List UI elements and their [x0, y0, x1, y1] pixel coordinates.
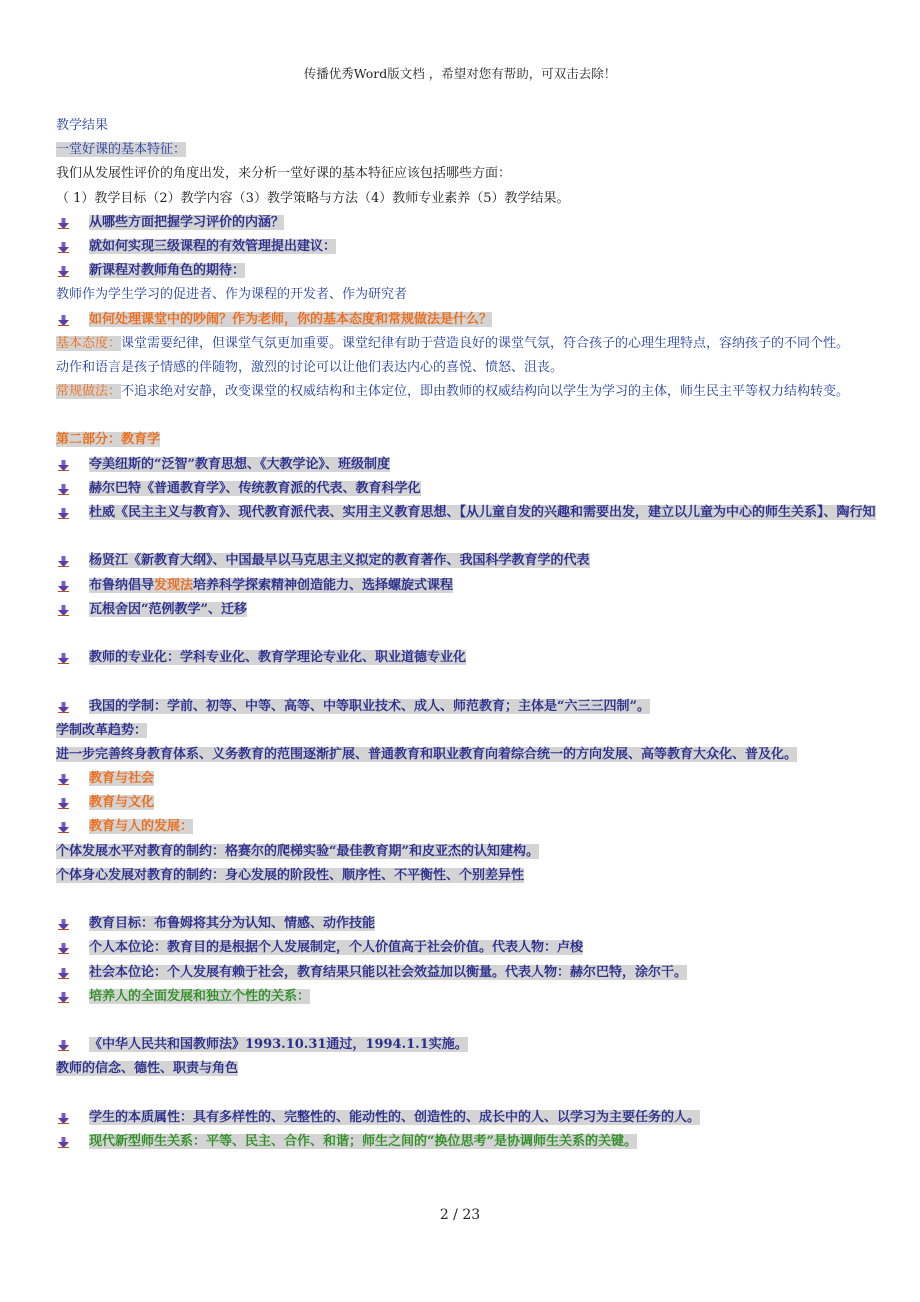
- list-item: [56, 1106, 906, 1130]
- arrow-down-bullet-icon: [58, 556, 69, 567]
- arrow-down-bullet-icon: [58, 508, 69, 519]
- bullet-text: 教育与文化: [89, 795, 155, 811]
- paragraph: 个体发展水平对教育的制约：格赛尔的爬梯实验“最佳教育期”和皮亚杰的认知建构。: [56, 843, 539, 859]
- practice-paragraph: [56, 380, 906, 404]
- practice-label: 常规做法：: [56, 384, 122, 400]
- arrow-down-bullet-icon: [58, 943, 69, 954]
- list-item: [56, 985, 906, 1009]
- attitude-label: 基本态度：: [56, 335, 122, 351]
- list-item: [56, 912, 906, 936]
- bullet-text: 新课程对教师角色的期待：: [89, 263, 246, 279]
- arrow-down-bullet-icon: [58, 315, 69, 326]
- list-item: [56, 308, 906, 332]
- bullet-text: 布鲁纳倡导: [89, 577, 155, 593]
- bullet-text: 就如何实现三级课程的有效管理提出建议：: [89, 238, 337, 254]
- bullet-text: 培养科学探索精神创造能力、选择螺旋式课程: [193, 577, 454, 593]
- bullet-text: 从哪些方面把握学习评价的内涵？: [89, 214, 285, 230]
- list-item: [56, 961, 906, 985]
- arrow-down-bullet-icon: [58, 653, 69, 664]
- paragraph: 个体身心发展对教育的制约：身心发展的阶段性、顺序性、不平衡性、个别差异性: [56, 867, 525, 883]
- list-item: [56, 211, 906, 235]
- practice-text: 不追求绝对安静，改变课堂的权威结构和主体定位，即由教师的权威结构向以学生为学习的主体，师生民主平等权力结构转变。: [121, 384, 850, 400]
- list-item: [56, 1033, 906, 1057]
- bullet-text: 学生的本质属性：具有多样性的、完整性的、能动性的、创造性的、成长中的人、以学习为主要任务的人。: [89, 1109, 701, 1125]
- arrow-down-bullet-icon: [58, 605, 69, 616]
- list-item: [56, 767, 906, 791]
- list-item: [56, 259, 906, 283]
- list-item: [56, 549, 906, 573]
- bullet-text: 教育与人的发展：: [89, 819, 194, 835]
- list-item: [56, 815, 906, 839]
- arrow-down-bullet-icon: [58, 484, 69, 495]
- bullet-text: 杨贤江《新教育大纲》、中国最早以马克思主义拟定的教育著作、我国科学教育学的代表: [89, 553, 590, 569]
- list-item: [56, 477, 906, 501]
- bullet-text: 社会本位论：个人发展有赖于社会，教育结果只能以社会效益加以衡量。代表人物：赫尔巴特，涂尔干。: [89, 964, 688, 980]
- arrow-down-bullet-icon: [58, 702, 69, 713]
- paragraph: （ 1）教学目标（2）教学内容（3）教学策略与方法（4）教师专业素养（5）教学结果。: [56, 190, 570, 206]
- arrow-down-bullet-icon: [58, 968, 69, 979]
- bullet-text: 现代新型师生关系：平等、民主、合作、和谐；师生之间的“换位思考”是协调师生关系的关键。: [89, 1133, 637, 1149]
- arrow-down-bullet-icon: [58, 218, 69, 229]
- list-item: [56, 501, 906, 549]
- bullet-text: 教育与社会: [89, 771, 155, 787]
- bullet-text: 个人本位论：教育目的是根据个人发展制定，个人价值高于社会价值。代表人物：卢梭: [89, 940, 584, 956]
- arrow-down-bullet-icon: [58, 581, 69, 592]
- arrow-down-bullet-icon: [58, 1137, 69, 1148]
- list-item: [56, 453, 906, 477]
- bullet-text: 瓦根舍因“范例教学”、迁移: [89, 601, 247, 617]
- bullet-text: 我国的学制：学前、初等、中等、高等、中等职业技术、成人、师范教育；主体是“六三三四制”。: [89, 698, 650, 714]
- arrow-down-bullet-icon: [58, 774, 69, 785]
- attitude-continuation: 动作和语言是孩子情感的伴随物，激烈的讨论可以让他们表达内心的喜悦、愤怒、沮丧。: [56, 359, 564, 375]
- paragraph: 教师的信念、德性、职责与角色: [56, 1061, 239, 1077]
- paragraph: 我们从发展性评价的角度出发，来分析一堂好课的基本特征应该包括哪些方面：: [56, 166, 512, 182]
- paragraph: 进一步完善终身教育体系、义务教育的范围逐渐扩展、普通教育和职业教育向着综合统一的方向发展、高等教育大众化、普及化。: [56, 746, 798, 762]
- list-item: [56, 574, 906, 598]
- bullet-text: 《中华人民共和国教师法》1993.10.31通过，1994.1.1实施。: [89, 1037, 468, 1053]
- arrow-down-bullet-icon: [58, 242, 69, 253]
- bullet-text: 教育目标：布鲁姆将其分为认知、情感、动作技能: [89, 916, 376, 932]
- attitude-text: 课堂需要纪律，但课堂气氛更加重要。课堂纪律有助于营造良好的课堂气氛，符合孩子的心理生理特点，容纳孩子的不同个性。: [121, 335, 850, 351]
- bullet-text: 如何处理课堂中的吵闹？作为老师，你的基本态度和常规做法是什么？: [89, 311, 493, 327]
- arrow-down-bullet-icon: [58, 460, 69, 471]
- list-item: [56, 936, 906, 960]
- list-item: [56, 1130, 906, 1154]
- bullet-text: 培养人的全面发展和独立个性的关系：: [89, 988, 311, 1004]
- list-item: [56, 791, 906, 815]
- attitude-paragraph: [56, 332, 906, 356]
- arrow-down-bullet-icon: [58, 266, 69, 277]
- page-number: 2 / 23: [439, 1207, 481, 1223]
- arrow-down-bullet-icon: [58, 919, 69, 930]
- list-item: [56, 695, 906, 719]
- arrow-down-bullet-icon: [58, 822, 69, 833]
- paragraph: 教师作为学生学习的促进者、作为课程的开发者、作为研究者: [56, 287, 408, 303]
- section-title: 第二部分：教育学: [56, 432, 161, 448]
- arrow-down-bullet-icon: [58, 1040, 69, 1051]
- bullet-text: 杜威《民主主义与教育》、现代教育派代表、实用主义教育思想、【从儿童自发的兴趣和需要出发，建立以儿童为中心的师生关系】、陶行知: [89, 505, 876, 520]
- document-body: [56, 114, 906, 1154]
- good-lesson-heading: 一堂好课的基本特征：: [56, 142, 187, 158]
- list-item: [56, 646, 906, 670]
- teaching-result-line: 教学结果: [56, 118, 109, 133]
- arrow-down-bullet-icon: [58, 1113, 69, 1124]
- bullet-text: 教师的专业化：学科专业化、教育学理论专业化、职业道德专业化: [89, 650, 467, 666]
- arrow-down-bullet-icon: [58, 798, 69, 809]
- bullet-text: 夸美纽斯的“泛智”教育思想、《大教学论》、班级制度: [89, 456, 390, 472]
- arrow-down-bullet-icon: [58, 992, 69, 1003]
- bullet-text: 赫尔巴特《普通教育学》、传统教育派的代表、教育科学化: [89, 480, 421, 496]
- discovery-method-highlight: 发现法: [154, 577, 194, 593]
- page-header: 传播优秀Word版文档 ，希望对您有帮助，可双击去除！: [303, 66, 617, 81]
- paragraph: 学制改革趋势：: [56, 722, 148, 738]
- list-item: [56, 235, 906, 259]
- list-item: [56, 598, 906, 622]
